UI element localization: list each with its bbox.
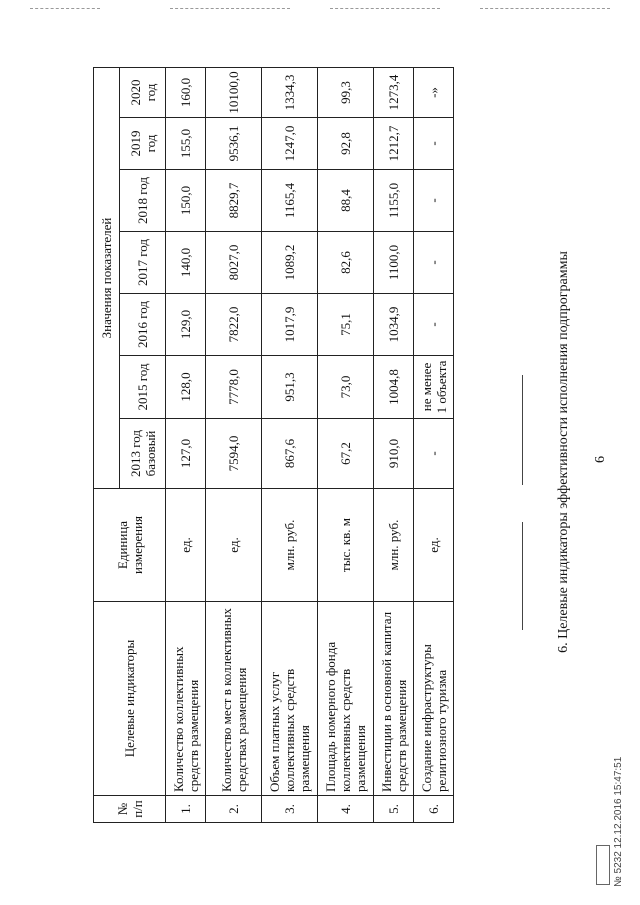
row-value: 140,0 bbox=[166, 232, 206, 294]
row-value: 1155,0 bbox=[374, 170, 414, 232]
header-year: 2016 год bbox=[120, 294, 166, 356]
row-value: 1165,4 bbox=[262, 170, 318, 232]
row-value: - bbox=[414, 419, 454, 489]
row-value: 1017,9 bbox=[262, 294, 318, 356]
table-row bbox=[262, 68, 318, 823]
header-year: 2020 год bbox=[120, 68, 166, 118]
header-year: 2015 год bbox=[120, 356, 166, 419]
row-indicator: Площадь номерного фонда коллективных средств размещения bbox=[318, 602, 374, 796]
header-num: № п/п bbox=[94, 796, 166, 823]
row-value: - bbox=[414, 232, 454, 294]
row-indicator: Количество мест в коллективных средствах размещения bbox=[206, 602, 262, 796]
row-unit: млн. руб. bbox=[262, 489, 318, 602]
row-value: 82,6 bbox=[318, 232, 374, 294]
row-value: 1100,0 bbox=[374, 232, 414, 294]
row-value: 1212,7 bbox=[374, 118, 414, 170]
row-value: 7822,0 bbox=[206, 294, 262, 356]
row-value: 129,0 bbox=[166, 294, 206, 356]
row-value: 951,3 bbox=[262, 356, 318, 419]
document-registration-footer: № 5232 12.12.2016 15:47:51 bbox=[613, 756, 624, 887]
row-value: - bbox=[414, 170, 454, 232]
row-value: 88,4 bbox=[318, 170, 374, 232]
row-indicator: Объем платных услуг коллективных средств размещения bbox=[262, 602, 318, 796]
header-values-group: Значения показателей bbox=[94, 68, 120, 489]
row-num: 1. bbox=[166, 796, 206, 823]
row-value: 160,0 bbox=[166, 68, 206, 118]
row-num: 4. bbox=[318, 796, 374, 823]
row-value: - bbox=[414, 118, 454, 170]
header-year: 2018 год bbox=[120, 170, 166, 232]
table-row bbox=[318, 68, 374, 823]
row-value: 128,0 bbox=[166, 356, 206, 419]
row-value: 867,6 bbox=[262, 419, 318, 489]
row-unit: ед. bbox=[206, 489, 262, 602]
row-value: 127,0 bbox=[166, 419, 206, 489]
row-unit: тыс. кв. м bbox=[318, 489, 374, 602]
table-row bbox=[206, 68, 262, 823]
header-unit: Единица измерения bbox=[94, 489, 166, 602]
table-row bbox=[374, 68, 414, 823]
row-value: 1034,9 bbox=[374, 294, 414, 356]
table-row bbox=[166, 68, 206, 823]
header-year: 2019 год bbox=[120, 118, 166, 170]
row-value: 7778,0 bbox=[206, 356, 262, 419]
row-num: 3. bbox=[262, 796, 318, 823]
row-indicator: Создание инфраструктуры религиозного туризма bbox=[414, 602, 454, 796]
row-value: 10100,0 bbox=[206, 68, 262, 118]
row-unit: млн. руб. bbox=[374, 489, 414, 602]
header-row-group bbox=[94, 68, 120, 823]
row-value: 99,3 bbox=[318, 68, 374, 118]
row-indicator: Инвестиции в основной капитал средств размещения bbox=[374, 602, 414, 796]
row-value: 1004,8 bbox=[374, 356, 414, 419]
header-year: 2017 год bbox=[120, 232, 166, 294]
row-value: 75,1 bbox=[318, 294, 374, 356]
row-value: 155,0 bbox=[166, 118, 206, 170]
separator-line bbox=[522, 375, 523, 485]
row-value: 67,2 bbox=[318, 419, 374, 489]
separator-line bbox=[522, 522, 523, 630]
row-value: 73,0 bbox=[318, 356, 374, 419]
row-value: 1089,2 bbox=[262, 232, 318, 294]
barcode-stamp bbox=[596, 845, 610, 885]
row-value: 9536,1 bbox=[206, 118, 262, 170]
row-value: 1247,0 bbox=[262, 118, 318, 170]
row-num: 6. bbox=[414, 796, 454, 823]
row-indicator: Количество коллективных средств размещения bbox=[166, 602, 206, 796]
section-title: 6. Целевые индикаторы эффективности исполнения подпрограммы bbox=[556, 251, 571, 653]
row-value: не менее 1 объекта bbox=[414, 356, 454, 419]
row-num: 2. bbox=[206, 796, 262, 823]
row-value: 7594,0 bbox=[206, 419, 262, 489]
page-number: 6 bbox=[593, 456, 608, 463]
header-indicator: Целевые индикаторы bbox=[94, 602, 166, 796]
row-num: 5. bbox=[374, 796, 414, 823]
row-value: -» bbox=[414, 68, 454, 118]
indicators-table bbox=[93, 67, 454, 823]
row-value: - bbox=[414, 294, 454, 356]
row-value: 1273,4 bbox=[374, 68, 414, 118]
table-row bbox=[414, 68, 454, 823]
row-value: 8829,7 bbox=[206, 170, 262, 232]
row-value: 1334,3 bbox=[262, 68, 318, 118]
row-value: 910,0 bbox=[374, 419, 414, 489]
row-unit: ед. bbox=[414, 489, 454, 602]
row-value: 8027,0 bbox=[206, 232, 262, 294]
row-value: 150,0 bbox=[166, 170, 206, 232]
row-value: 92,8 bbox=[318, 118, 374, 170]
row-unit: ед. bbox=[166, 489, 206, 602]
header-year: 2013 год базовый bbox=[120, 419, 166, 489]
